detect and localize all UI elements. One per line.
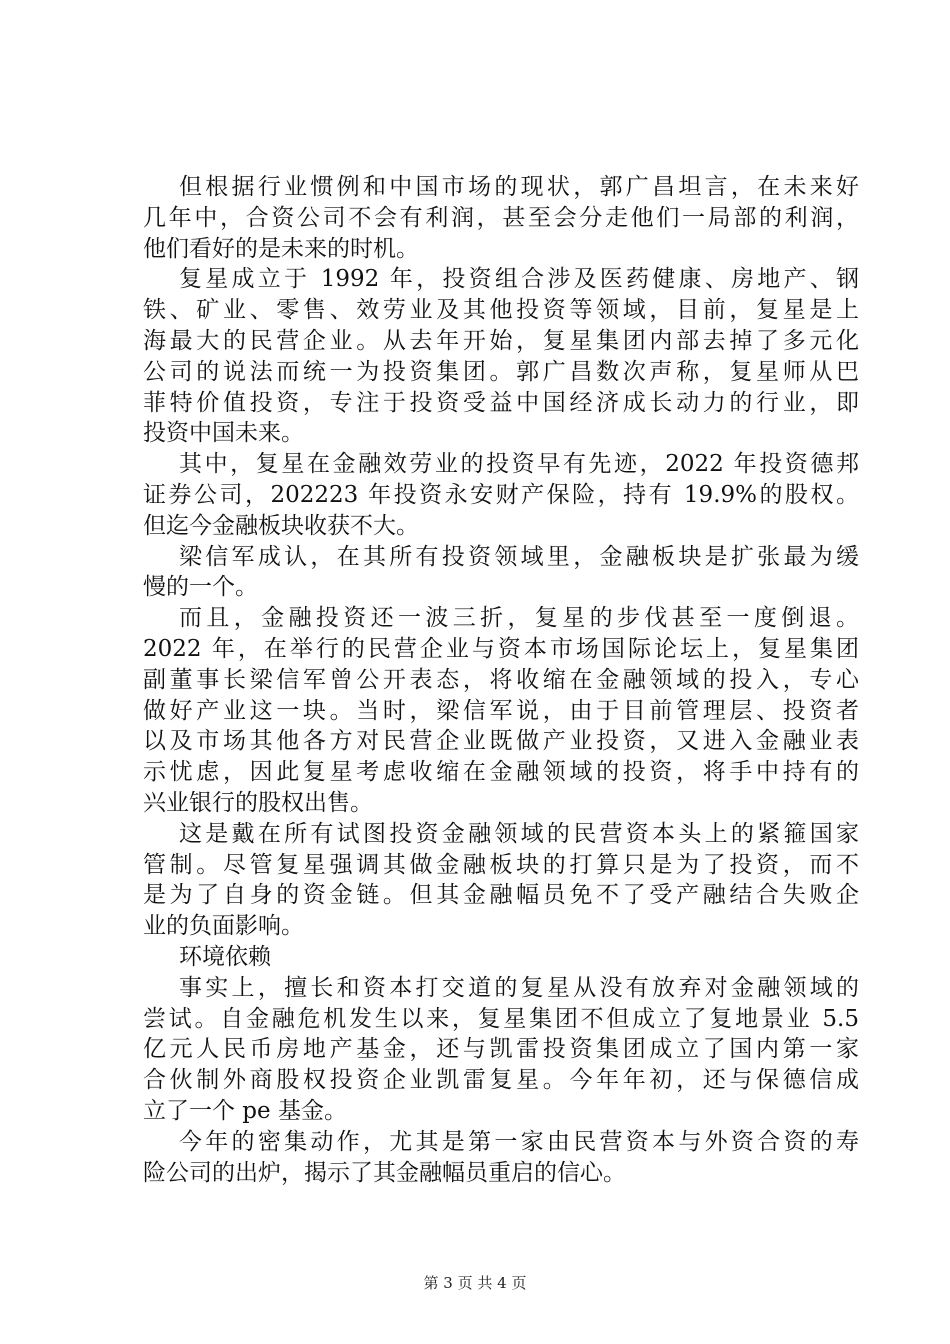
paragraph (143, 603, 859, 819)
text-line: 管制。尽管复星强调其做金融板块的打算只是为了投资，而不 (143, 851, 859, 878)
text-line: 亿元人民币房地产基金，还与凯雷投资集团成立了国内第一家 (143, 1036, 859, 1063)
text-line: 但迄今金融板块收获不大。 (143, 512, 419, 539)
text-line: 梁信军成认，在其所有投资领域里，金融板块是扩张最为缓 (179, 543, 859, 570)
text-line: 示忧虑，因此复星考虑收缩在金融领域的投资，将手中持有的 (143, 759, 859, 786)
text-line: 几年中，合资公司不会有利润，甚至会分走他们一局部的利润， (143, 204, 859, 231)
paragraph (143, 973, 859, 1127)
text-line: 环境依赖 (179, 943, 271, 970)
paragraph (143, 819, 859, 942)
text-line: 他们看好的是未来的时机。 (143, 235, 419, 262)
text-line: 兴业银行的股权出售。 (143, 789, 373, 816)
page-footer: 第 3 页 共 4 页 (423, 1274, 527, 1292)
paragraph (143, 264, 859, 449)
text-line: 但根据行业惯例和中国市场的现状，郭广昌坦言，在未来好 (179, 174, 859, 200)
document-body (143, 172, 859, 1188)
text-line: 是为了自身的资金链。但其金融幅员免不了受产融结合失败企 (143, 882, 859, 909)
text-line: 铁、矿业、零售、效劳业及其他投资等领域，目前，复星是上 (143, 297, 859, 324)
text-line: 做好产业这一块。当时，梁信军说，由于目前管理层、投资者 (143, 697, 859, 724)
text-line: 2022 年，在举行的民营企业与资本市场国际论坛上，复星集团 (143, 635, 859, 662)
text-line: 复星成立于 1992 年，投资组合涉及医药健康、房地产、钢 (179, 266, 859, 293)
text-line: 险公司的出炉，揭示了其金融幅员重启的信心。 (143, 1159, 626, 1186)
paragraph (143, 542, 859, 604)
text-line: 合伙制外商股权投资企业凯雷复星。今年年初，还与保德信成 (143, 1067, 859, 1094)
text-line: 菲特价值投资，专注于投资受益中国经济成长动力的行业，即 (143, 389, 859, 416)
text-line: 今年的密集动作，尤其是第一家由民营资本与外资合资的寿 (179, 1128, 859, 1155)
text-line: 海最大的民营企业。从去年开始，复星集团内部去掉了多元化 (143, 327, 859, 354)
text-line: 证券公司，202223 年投资永安财产保险，持有 19.9%的股权。 (143, 481, 859, 508)
text-line: 业的负面影响。 (143, 913, 304, 940)
paragraph (143, 172, 859, 264)
paragraph (143, 1127, 859, 1189)
text-line: 公司的说法而统一为投资集团。郭广昌数次声称，复星师从巴 (143, 358, 859, 385)
text-line: 慢的一个。 (143, 574, 258, 601)
text-line: 立了一个 pe 基金。 (143, 1097, 347, 1124)
text-line: 其中，复星在金融效劳业的投资早有先迹，2022 年投资德邦 (179, 451, 859, 478)
text-line: 以及市场其他各方对民营企业既做产业投资，又进入金融业表 (143, 728, 859, 755)
section-heading (143, 942, 859, 973)
paragraph (143, 449, 859, 541)
text-line: 投资中国未来。 (143, 420, 304, 447)
text-line: 事实上，擅长和资本打交道的复星从没有放弃对金融领域的 (179, 974, 859, 1001)
text-line: 尝试。自金融危机发生以来，复星集团不但成立了复地景业 5.5 (143, 1005, 859, 1032)
text-line: 这是戴在所有试图投资金融领域的民营资本头上的紧箍国家 (179, 820, 859, 847)
text-line: 而且，金融投资还一波三折，复星的步伐甚至一度倒退。 (179, 605, 859, 632)
text-line: 副董事长梁信军曾公开表态，将收缩在金融领域的投入，专心 (143, 666, 859, 693)
